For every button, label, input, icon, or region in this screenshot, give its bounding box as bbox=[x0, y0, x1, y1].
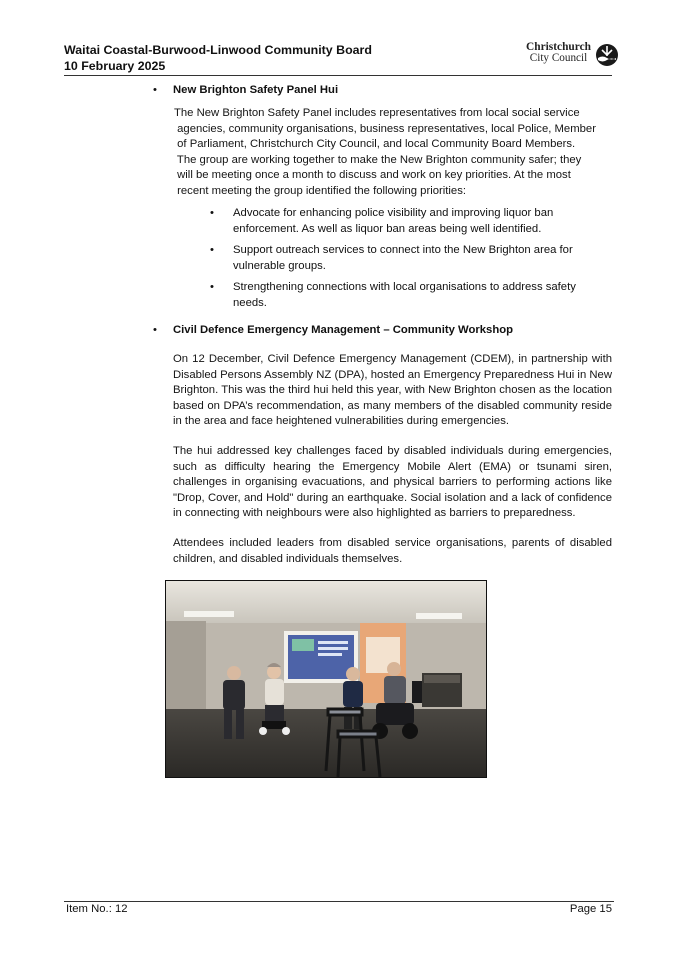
item-number: Item No.: 12 bbox=[66, 903, 128, 915]
workshop-photo-image bbox=[166, 581, 486, 777]
workshop-photo bbox=[165, 580, 487, 778]
paragraph-line: agencies, community organisations, business representatives, local Police, Member bbox=[174, 122, 596, 135]
safety-panel-paragraph bbox=[174, 106, 614, 200]
section-heading-safety-panel: • New Brighton Safety Panel Hui bbox=[152, 82, 338, 98]
list-item: • Support outreach services to connect into the New Brighton area for vulnerable groups. bbox=[210, 243, 590, 274]
priorities-list bbox=[210, 206, 590, 318]
page-number: Page 15 bbox=[569, 903, 612, 915]
list-item: • Strengthening connections with local organisations to address safety needs. bbox=[210, 280, 590, 311]
meeting-date: 10 February 2025 bbox=[64, 59, 166, 73]
board-title: Waitai Coastal-Burwood-Linwood Community Board bbox=[64, 43, 372, 57]
paragraph-line: will be meeting once a month to discuss and work on key priorities. At the most bbox=[174, 169, 571, 182]
logo-line-1: Christchurch bbox=[526, 41, 591, 53]
paragraph-line: The New Brighton Safety Panel includes representatives from local social service bbox=[174, 107, 580, 119]
council-emblem-icon bbox=[595, 43, 619, 67]
council-logo bbox=[515, 42, 619, 68]
civil-defence-paragraph-1: On 12 December, Civil Defence Emergency Management (CDEM), in partnership with Disabled Persons Assembly NZ (DPA), hosted an Emergency Preparedness Hui in New Brighton. This was the third hui held this year, with New Brighton chosen as the location based on DPA’s recommendation, as many members of the disabled community reside in the area and face heightened vulnerabilities during emergencies. bbox=[173, 353, 612, 428]
logo-line-2: City Council bbox=[529, 52, 588, 64]
paragraph-line: recent meeting the group identified the following priorities: bbox=[174, 184, 467, 197]
paragraph-line: of Parliament, Christchurch City Council, and local Community Board Members. bbox=[174, 138, 576, 151]
section-heading-civil-defence: • Civil Defence Emergency Management – Community Workshop bbox=[152, 322, 513, 338]
header-divider bbox=[64, 75, 612, 76]
civil-defence-paragraph-2: The hui addressed key challenges faced by disabled individuals during emergencies, such as difficulty hearing the Emergency Mobile Alert (EMA) or tsunami siren, challenges in organising evacuations, and physical barriers to performing actions like "Drop, Cover, and Hold" during an earthquake. Social isolation and a lack of confidence in connecting with neighbours were also highlighted as barriers to preparedness. bbox=[173, 445, 612, 520]
paragraph-line: The group are working together to make the New Brighton community safer; they bbox=[174, 153, 582, 166]
civil-defence-paragraph-3: Attendees included leaders from disabled service organisations, parents of disabled children, and disabled individuals themselves. bbox=[173, 537, 612, 565]
footer-divider bbox=[64, 901, 614, 902]
list-item: • Advocate for enhancing police visibility and improving liquor ban enforcement. As well as liquor ban areas being well identified. bbox=[210, 206, 590, 237]
